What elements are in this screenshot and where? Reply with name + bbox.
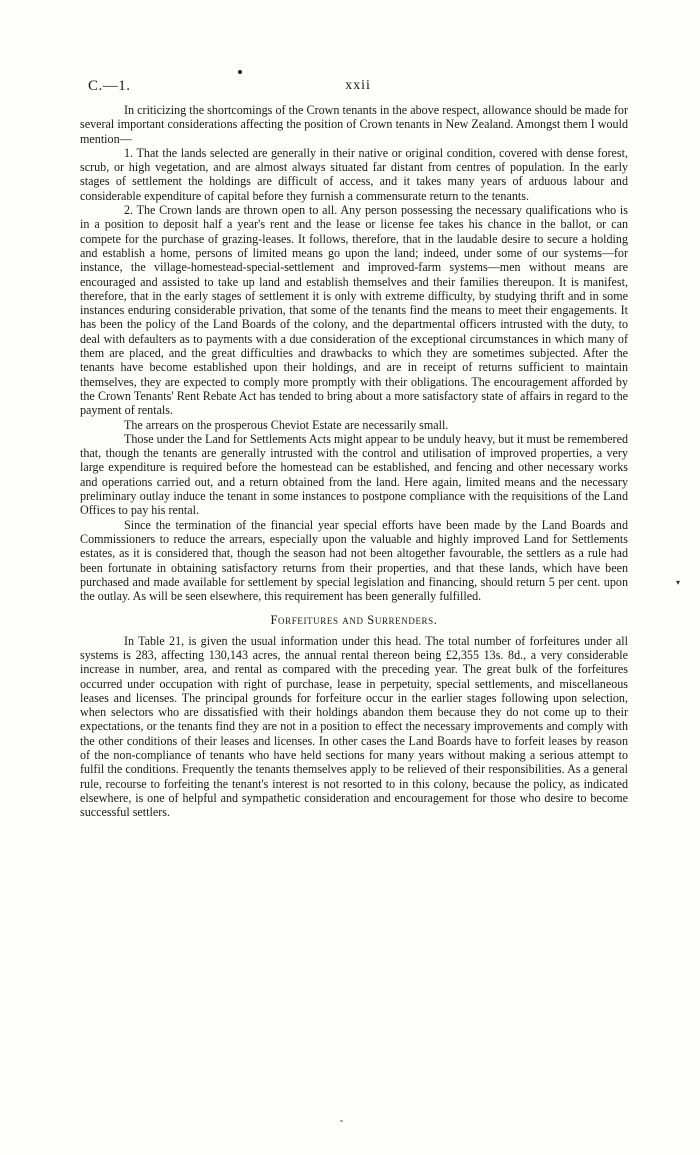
page-header [88,78,628,102]
footer-mark [340,1120,343,1122]
paragraph-point-2: 2. The Crown lands are thrown open to all. Any person possessing the necessary qualifications who is in a position to deposit half a year's rent and the lease or license fee takes his chance in the ballot, or can compete for the purchase of grazing-leases. It follows, therefore, that in the laudable desire to secure a holding and establish a home, persons of limited means go upon the land; indeed, under some of our systems—for instance, the village-homestead-special-settlement and improved-farm systems—men without means are encouraged and assisted to take up land and establish themselves and their families thereupon. It is manifest, therefore, that in the early stages of settlement it is only with extreme difficulty, by studying thrift and in some instances enduring considerable privation, that some of the tenants find the means to meet their engagements. It has been the policy of the Land Boards of the colony, and the departmental officers intrusted with the duty, to deal with defaulters as to payments with a due consideration of the exceptional circumstances in which many of them are placed, and the great difficulties and drawbacks to which they are sometimes subjected. After the tenants have become established upon their holdings, and are in receipt of returns sufficient to maintain themselves, they are expected to comply more promptly with their obligations. The encouragement afforded by the Crown Tenants' Rent Rebate Act has tended to bring about a more satisfactory state of affairs in regard to the payment of rentals. [80,203,628,418]
paragraph-intro: In criticizing the shortcomings of the Crown tenants in the above respect, allowance should be made for several important considerations affecting the position of Crown tenants in New Zealand. Amongst them I would mention— [80,103,628,146]
ink-dot [238,70,242,74]
paragraph-financial-year: Since the termination of the financial year special efforts have been made by the Land Boards and Commissioners to reduce the arrears, especially upon the valuable and highly improved Land for Settlements estates, as it is considered that, though the season had not been altogether favourable, the settlers as a rule had been fortunate in obtaining satisfactory returns from their properties, and that these lands, which have been purchased and made available for settlement by special legislation and financing, should return 5 per cent. upon the outlay. As will be seen elsewhere, this requirement has been generally fulfilled. [80,517,628,604]
body-text [80,103,628,820]
paragraph-land-settlements: Those under the Land for Settlements Acts might appear to be unduly heavy, but it must be remembered that, though the tenants are generally intrusted with the control and utilisation of improved properties, a very large expenditure is required before the homestead can be established, and fencing and other necessary works and operations carried out, and a return obtained from the land. Here again, limited means and the necessary preliminary outlay induce the tenant in some instances to postpone compliance with the requisitions of the Land Offices to pay his rental. [80,431,628,518]
document-code: C.—1. [88,78,131,94]
paragraph-forfeitures: In Table 21, is given the usual information under this head. The total number of forfeitures under all systems is 283, affecting 130,143 acres, the annual rental thereon being £2,355 13s. 8d., a very considerable increase in number, area, and rental as compared with the preceding year. The great bulk of the forfeitures occurred under occupation with right of purchase, lease in perpetuity, special settlements, and miscellaneous leases and licenses. The principal grounds for forfeiture occur in the earlier stages following upon selection, when selectors who are dissatisfied with their holdings abandon them because they do not come up to their expectations, or the tenants find they are not in a position to effect the necessary improvements and comply with the other conditions of their leases and licenses. In other cases the Land Boards have to forfeit leases by reason of the non-compliance of tenants who have held sections for many years without making a serious attempt to fulfil the conditions. Frequently the tenants themselves apply to be relieved of their responsibilities. As a general rule, recourse to forfeiting the tenant's interest is not resorted to in this colony, because the policy, as indicated elsewhere, is one of helpful and sympathetic consideration and encouragement for those who desire to become successful settlers. [80,633,628,820]
section-heading: Forfeitures and Surrenders. [270,613,438,628]
page-number: xxii [345,78,371,93]
paragraph-point-1: 1. That the lands selected are generally in their native or original condition, covered with dense forest, scrub, or high vegetation, and are almost always situated far distant from centres of population. In the early stages of settlement the holdings are difficult of access, and it takes many years of arduous labour and considerable expenditure of capital before they furnish a commensurate return to the tenants. [80,145,628,203]
margin-mark: ▾ [676,578,681,587]
paragraph-cheviot: The arrears on the prosperous Cheviot Estate are necessarily small. [124,417,449,432]
